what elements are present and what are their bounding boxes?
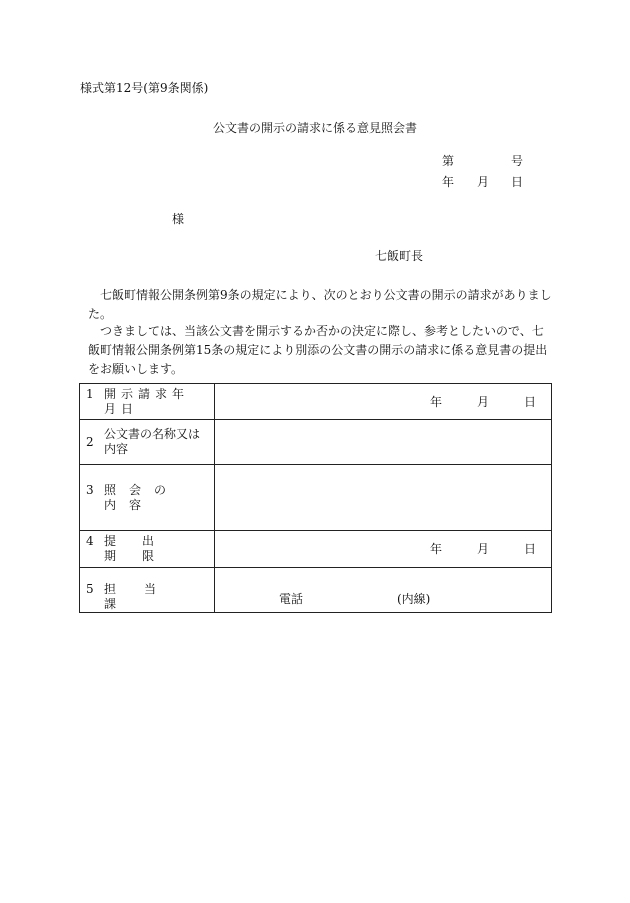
- row-label-text: 開示請求年月日: [104, 386, 190, 416]
- row-number: 1: [86, 386, 94, 401]
- table-row-department: [80, 568, 552, 613]
- body-paragraph-1: 七飯町情報公開条例第9条の規定により、次のとおり公文書の開示の請求がありました。: [88, 288, 552, 321]
- row-number: 5: [86, 582, 94, 596]
- document-number-suffix: 号: [511, 154, 524, 168]
- deadline-field[interactable]: [215, 531, 552, 568]
- row-label-request-date: [80, 384, 215, 420]
- table-row-inquiry-content: [80, 465, 552, 531]
- department-field[interactable]: [215, 568, 552, 613]
- document-number-prefix: 第: [442, 154, 455, 168]
- row-label-text: 公文書の名称又は内容: [104, 427, 201, 456]
- issue-date-year: 年: [442, 175, 455, 189]
- row-label-text: 担当課: [104, 582, 185, 611]
- addressee-honorific: 様: [172, 212, 185, 226]
- deadline-day-unit: 日: [524, 542, 537, 556]
- form-number-label: 様式第12号(第9条関係): [80, 81, 209, 95]
- row-label-department: [80, 568, 215, 613]
- row-number: 4: [86, 534, 94, 548]
- table-row-request-date: [80, 384, 552, 420]
- document-title: 公文書の開示の請求に係る意見照会書: [212, 121, 417, 135]
- deadline-month-unit: 月: [477, 542, 490, 556]
- table-row-deadline: [80, 531, 552, 568]
- request-date-field[interactable]: [215, 384, 552, 420]
- body-paragraph-2: つきましては、当該公文書を開示するか否かの決定に際し、参考としたいので、七飯町情報公開条例第15条の規定により別添の公文書の開示の請求に係る意見書の提出をお願いします。: [88, 324, 548, 376]
- request-date-month-unit: 月: [477, 394, 490, 409]
- row-label-text: 照会の内容: [104, 482, 180, 512]
- inquiry-content-field[interactable]: [215, 465, 552, 531]
- table-row-document-name: [80, 420, 552, 465]
- row-label-text: 提出期限: [104, 534, 181, 563]
- row-number: 2: [86, 435, 94, 449]
- row-label-deadline: [80, 531, 215, 568]
- request-date-day-unit: 日: [524, 394, 537, 409]
- request-date-year-unit: 年: [430, 394, 443, 409]
- document-name-field[interactable]: [215, 420, 552, 465]
- phone-label: 電話: [279, 592, 304, 606]
- row-number: 3: [86, 482, 94, 497]
- issue-date-month: 月: [477, 175, 490, 189]
- row-label-document-name: [80, 420, 215, 465]
- extension-label: (内線): [397, 592, 431, 606]
- sender-name: 七飯町長: [375, 249, 424, 263]
- row-label-inquiry-content: [80, 465, 215, 531]
- inquiry-details-table: [79, 383, 552, 613]
- deadline-year-unit: 年: [430, 542, 443, 556]
- issue-date-day: 日: [511, 175, 524, 189]
